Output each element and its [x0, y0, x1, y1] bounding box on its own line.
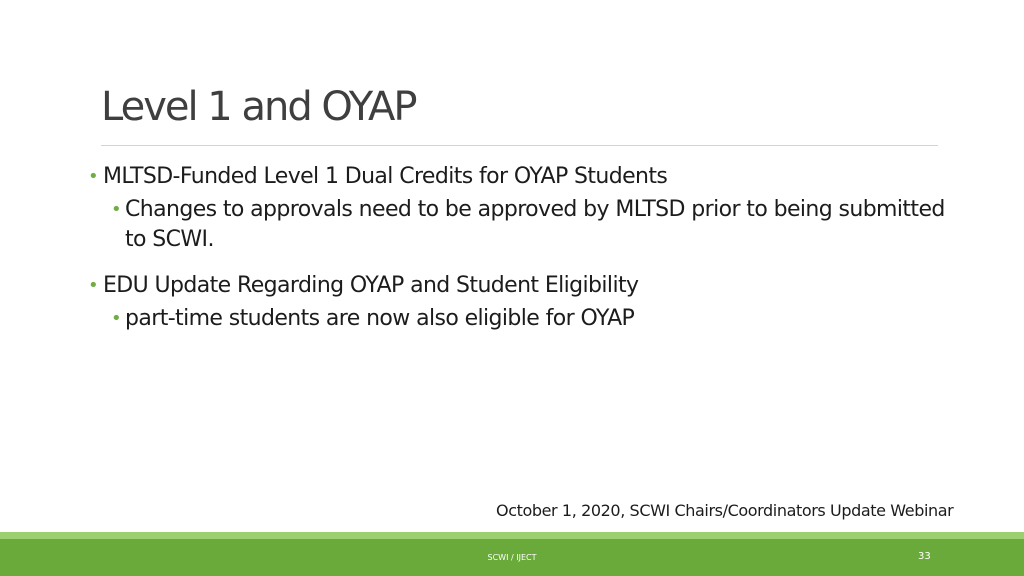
bullet-text: MLTSD-Funded Level 1 Dual Credits for OYAP Students: [103, 164, 668, 189]
bullet-item: [88, 271, 948, 301]
page-number: 33: [918, 551, 931, 562]
sub-bullet-text: Changes to approvals need to be approved by MLTSD prior to being submitted to SCWI.: [125, 197, 945, 252]
footer-text: SCWI / IJECT: [487, 553, 537, 562]
sub-bullet-item: [88, 195, 948, 255]
bullet-icon: •: [88, 275, 99, 296]
bullet-item: [88, 162, 948, 192]
bullet-text: EDU Update Regarding OYAP and Student Eligibility: [103, 273, 639, 298]
date-caption: October 1, 2020, SCWI Chairs/Coordinators Update Webinar: [496, 501, 954, 520]
bullet-group: [88, 271, 948, 334]
sub-bullet-text: part-time students are now also eligible for OYAP: [125, 306, 635, 331]
bullet-icon: •: [111, 308, 122, 329]
bullet-group: [88, 162, 948, 255]
bullet-icon: •: [111, 199, 122, 220]
bullet-icon: •: [88, 166, 99, 187]
sub-bullet-item: [88, 304, 948, 334]
title-divider: [101, 145, 938, 146]
slide-content: [88, 162, 948, 334]
slide-title: Level 1 and OYAP: [101, 84, 416, 130]
footer-accent-bar: [0, 532, 1024, 539]
